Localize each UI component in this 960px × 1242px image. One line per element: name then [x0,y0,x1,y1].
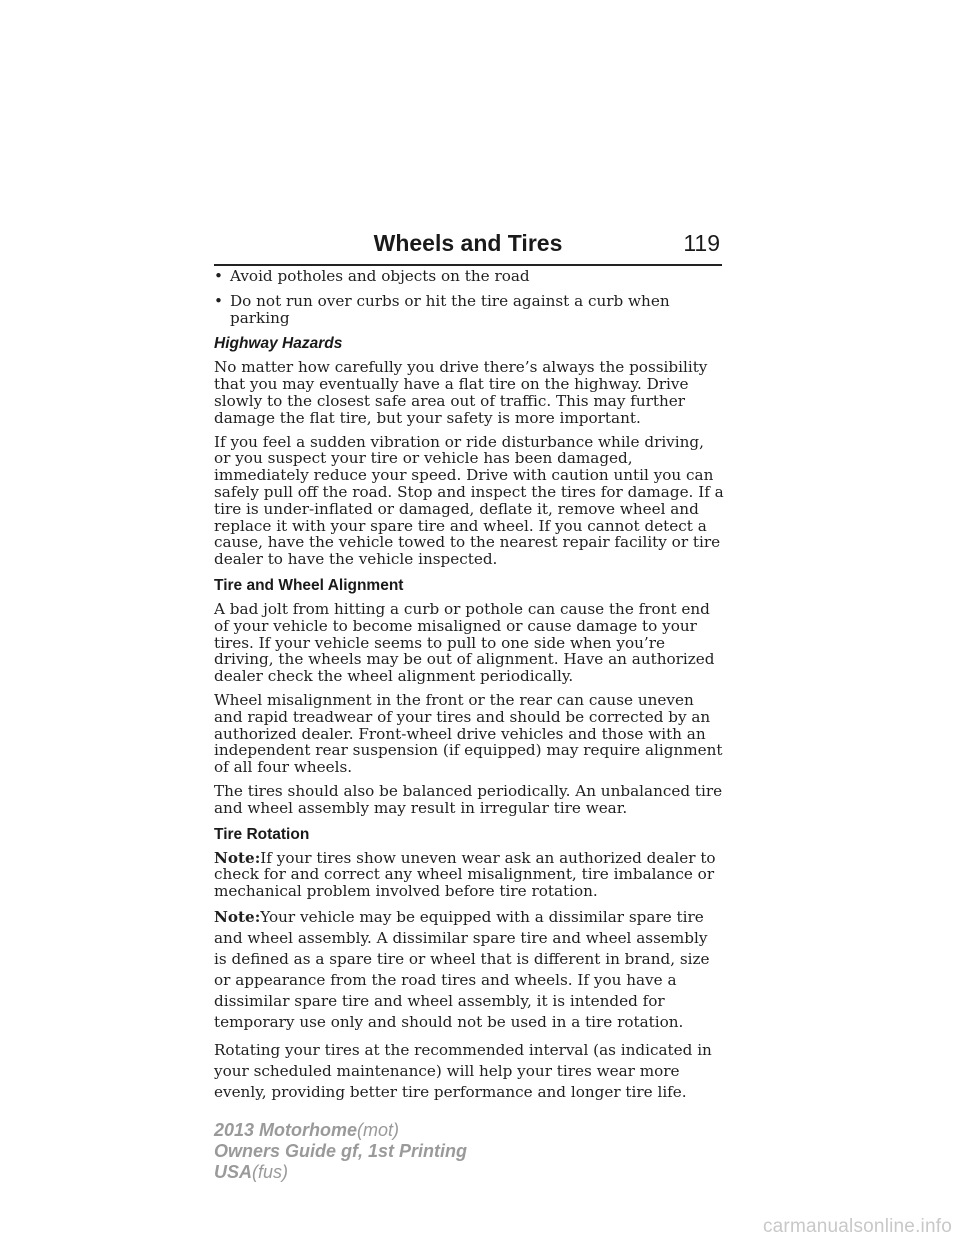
bullet-item [214,268,724,285]
bullet-text: Avoid potholes and objects on the road [230,267,530,285]
footer-model: 2013 Motorhome [214,1120,358,1140]
footer-market: USA [214,1162,253,1182]
bullet-text: Do not run over curbs or hit the tire against a curb when parking [230,291,670,327]
note-text: Your vehicle may be equipped with a dissimilar spare tire and wheel assembly. A dissimilar spare tire and wheel assembly is defined as a spare tire or wheel that is different in brand, size or appearance from the road tires and wheels. If you have a dissimilar spare tire and wheel assembly, it is intended for temporary use only and should not be used in a tire rotation. [214,907,710,1031]
section-title: Wheels and Tires [373,230,563,256]
heading-tire-wheel-alignment: Tire and Wheel Alignment [214,576,404,594]
page-header [214,226,722,266]
footer-code: (mot) [357,1120,400,1140]
footer-line [214,1120,614,1141]
bullet-icon: • [214,291,223,310]
bullet-item [214,293,724,327]
paragraph: Wheel misalignment in the front or the rear can cause uneven and rapid treadwear of your tires and should be corrected by an authorized dealer. Front-wheel drive vehicles and those with an independent rear suspension (if equipped) may require alignment of all four wheels. [214,690,723,777]
paragraph: The tires should also be balanced periodically. An unbalanced tire and wheel assembly may result in irregular tire wear. [214,781,723,817]
footer-market-code: (fus) [252,1162,289,1182]
footer-line [214,1141,614,1162]
note-paragraph [214,850,724,900]
paragraph: No matter how carefully you drive there’s always the possibility that you may eventually have a flat tire on the highway. Drive slowly to the closest safe area out of traffic. This may further damage the flat tire, but your safety is more important. [214,358,708,427]
footer-line [214,1162,614,1183]
footer-guide: Owners Guide gf, 1st Printing [214,1141,468,1161]
paragraph: A bad jolt from hitting a curb or pothole can cause the front end of your vehicle to become misaligned or cause damage to your tires. If your vehicle seems to pull to one side when you’re driving, the wheels may be out of alignment. Have an authorized dealer check the wheel alignment periodically. [214,599,715,686]
page-content [214,268,724,1110]
note-label: Note: [214,907,261,926]
paragraph: If you feel a sudden vibration or ride disturbance while driving, or you suspect your tire or vehicle has been damaged, immediately reduce your speed. Drive with caution until you can safely pull off the road. Stop and inspect the tires for damage. If a tire is under-inflated or damaged, deflate it, remove wheel and replace it with your spare tire and wheel. If you cannot detect a cause, have the vehicle towed to the nearest repair facility or tire dealer to have the vehicle inspected. [214,432,724,569]
page-number: 119 [683,230,720,256]
print-footer [214,1120,614,1183]
heading-tire-rotation: Tire Rotation [214,825,310,843]
note-text: If your tires show uneven wear ask an authorized dealer to check for and correct any wheel misalignment, tire imbalance or mechanical problem involved before tire rotation. [214,848,716,901]
note-paragraph [214,907,724,1033]
watermark: carmanualsonline.info [762,1216,952,1237]
heading-highway-hazards: Highway Hazards [214,335,343,353]
bullet-icon: • [214,267,223,285]
note-label: Note: [214,848,261,867]
paragraph: Rotating your tires at the recommended interval (as indicated in your scheduled maintenance) will help your tires wear more evenly, providing better tire performance and longer tire life. [214,1040,712,1101]
